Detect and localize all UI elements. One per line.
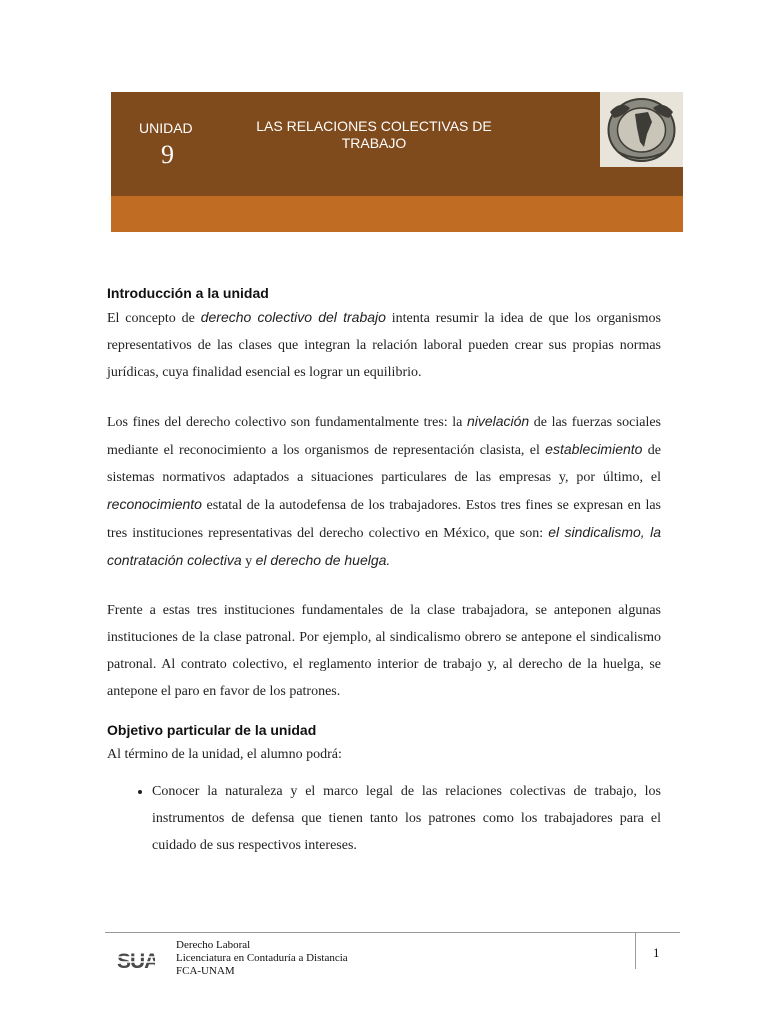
text-run: de las fuerzas sociales mediante el reconocimiento a los organismos de representación clasista, el <box>107 415 661 458</box>
text-run: Los fines del derecho colectivo son fundamentalmente tres: la <box>107 415 467 430</box>
objective-lead: Al término de la unidad, el alumno podrá: <box>107 747 342 762</box>
unit-banner <box>111 92 683 232</box>
emphasis-text: el sindicalismo, la contratación colectiva <box>107 524 661 568</box>
objective-heading: Objetivo particular de la unidad <box>107 722 317 738</box>
sua-logo-text: SUA <box>117 950 155 971</box>
text-run: y <box>241 554 256 569</box>
emphasis-text: . <box>386 552 391 568</box>
emphasis-text: el derecho de huelga <box>255 552 387 568</box>
unit-title-line1: LAS RELACIONES COLECTIVAS DE <box>256 118 492 134</box>
footer-line-1: Derecho Laboral <box>176 939 251 951</box>
footer-line-2: Licenciatura en Contaduría a Distancia <box>176 952 348 964</box>
unit-number: 9 <box>161 140 174 169</box>
page-number: 1 <box>653 945 660 960</box>
unit-label: UNIDAD <box>139 120 193 136</box>
intro-paragraph-3: Frente a estas tres instituciones fundamentales de la clase trabajadora, se anteponen algunas instituciones de la clase patronal. Por ejemplo, al sindicalismo obrero se antepone el sindicalismo patronal. Al contrato colectivo, el reglamento interior de trabajo y, al derecho de la huelga, se antepone el paro en favor de los patrones. <box>107 603 661 699</box>
footer-divider <box>635 933 636 969</box>
document-body <box>107 282 661 859</box>
page-footer <box>105 932 680 983</box>
list-item: • Conocer la naturaleza y el marco legal de las relaciones colectivas de trabajo, los instrumentos de defensa que tienen tanto los patrones como los trabajadores para el cuidado de sus respectivos intereses. <box>152 778 661 859</box>
text-run: estatal de la autodefensa de los trabajadores. Estos tres fines se expresan en las tres instituciones representativas del derecho colectivo en México, que son: <box>107 498 661 541</box>
objective-list <box>107 778 661 859</box>
footer-text <box>176 939 348 978</box>
intro-paragraph-1 <box>107 304 661 386</box>
unit-title <box>249 118 499 152</box>
emphasis-text: reconocimiento <box>107 496 202 512</box>
emphasis-text: derecho colectivo del trabajo <box>200 309 386 325</box>
unam-seal-icon <box>600 92 683 167</box>
banner-bottom-band <box>111 196 683 232</box>
text-run: intenta resumir la idea de que los organismos representativos de las clases que integran la relación laboral pueden crear sus propias normas jurídicas, cuya finalidad esencial es lograr un equilibrio. <box>107 311 661 380</box>
emphasis-text: establecimiento <box>545 441 643 457</box>
unit-title-line2: TRABAJO <box>341 135 407 151</box>
sua-logo-icon <box>117 949 155 976</box>
emphasis-text: nivelación <box>466 413 530 429</box>
text-run: El concepto de <box>107 311 201 326</box>
intro-heading: Introducción a la unidad <box>107 285 269 301</box>
text-run: de sistemas normativos adaptados a situaciones particulares de las empresas y, por último, el <box>107 443 661 485</box>
footer-line-3: FCA-UNAM <box>176 965 235 977</box>
intro-paragraph-2 <box>107 408 661 575</box>
